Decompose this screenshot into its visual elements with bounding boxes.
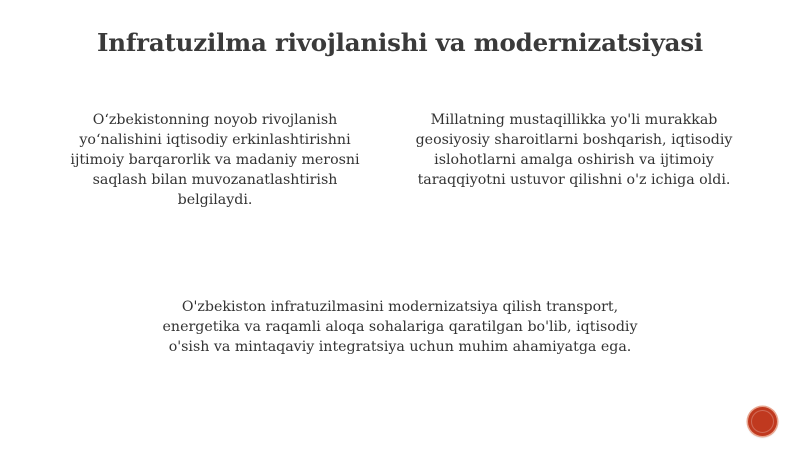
slide-title: Infratuzilma rivojlanishi va modernizatsiyasi [96,28,704,57]
paragraph-left: O‘zbekistonning noyob rivojlanish yo‘nalishini iqtisodiy erkinlashtirishni ijtimoiy barqarorlik va madaniy merosni saqlash bilan muvozanatlashtirish belgilaydi. [70,112,360,208]
next-slide-button[interactable] [748,407,777,436]
paragraph-right: Millatning mustaqillikka yo'li murakkab geosiyosiy sharoitlarni boshqarish, iqtisodiy islohotlarni amalga oshirish va ijtimoiy taraqqiyotni ustuvor qilishni o'z ichiga oldi. [415,112,733,188]
paragraph-bottom: O'zbekiston infratuzilmasini modernizatsiya qilish transport, energetika va raqamli aloqa sohalariga qaratilgan bo'lib, iqtisodiy o'sish va mintaqaviy integratsiya uchun muhim ahamiyatga ega. [162,299,638,355]
